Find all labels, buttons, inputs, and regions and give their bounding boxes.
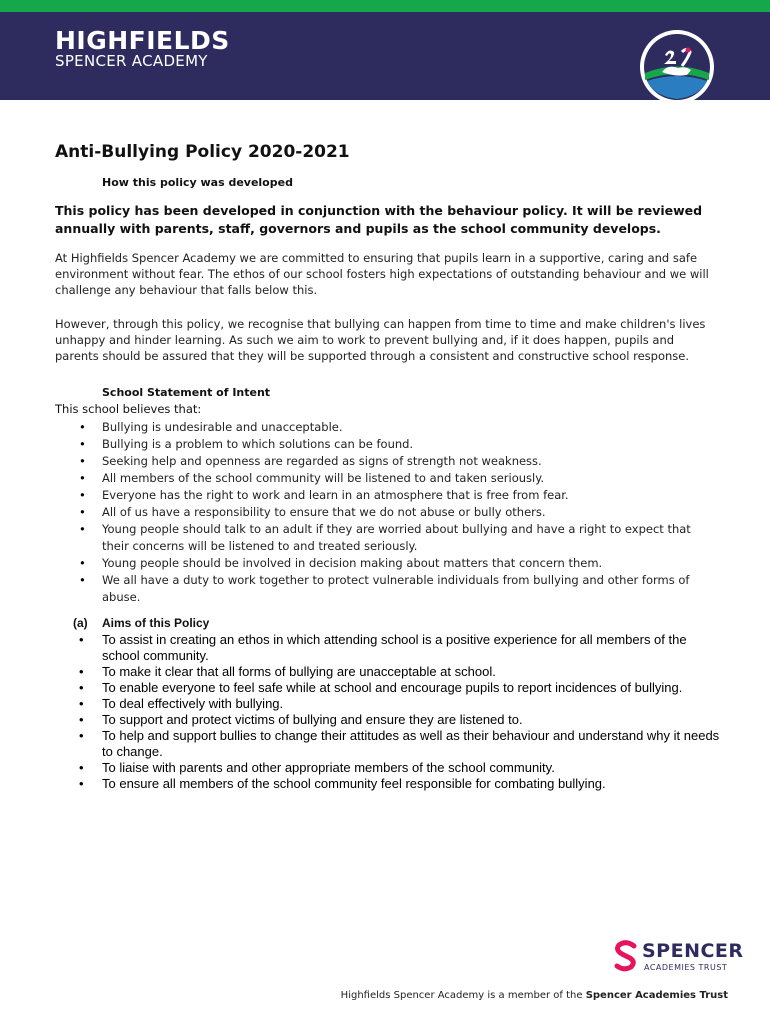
spencer-s-icon — [614, 940, 638, 972]
section-subtitle: How this policy was developed — [102, 176, 293, 189]
aims-item: • To ensure all members of the school community feel responsible for combating bullying. — [55, 776, 720, 792]
intent-item: • Seeking help and openness are regarded as signs of strength not weakness. — [55, 453, 720, 470]
document-body — [55, 140, 720, 792]
commitment-paragraph: At Highfields Spencer Academy we are committed to ensuring that pupils learn in a supportive, caring and safe environment without fear. The ethos of our school fosters high expectations of outstanding behaviour and we will challenge any behaviour that falls below this. — [55, 251, 709, 297]
aims-list — [55, 632, 720, 792]
spencer-trust-logo — [614, 940, 744, 974]
lead-paragraph: This policy has been developed in conjunction with the behaviour policy. It will be reviewed annually with parents, staff, governors and pupils as the school community develops. — [55, 203, 703, 236]
footer-text: Highfields Spencer Academy is a member of the — [340, 990, 586, 1001]
swan-crest-logo — [638, 28, 716, 106]
aims-item: • To deal effectively with bullying. — [55, 696, 720, 712]
aims-label: (a) — [73, 616, 88, 630]
page-title: Anti-Bullying Policy 2020-2021 — [55, 142, 350, 162]
intent-item: • We all have a duty to work together to protect vulnerable individuals from bullying and other forms of abuse. — [55, 572, 720, 606]
intent-intro: This school believes that: — [55, 402, 202, 416]
footer-trust-bold: Spencer Academies Trust — [585, 990, 728, 1001]
intent-heading: School Statement of Intent — [102, 386, 271, 399]
aims-item: • To make it clear that all forms of bullying are unacceptable at school. — [55, 664, 720, 680]
intent-list — [55, 419, 720, 606]
aims-item: • To enable everyone to feel safe while at school and encourage pupils to report incidences of bullying. — [55, 680, 720, 696]
trust-subname: ACADEMIES TRUST — [644, 963, 728, 972]
recognition-paragraph: However, through this policy, we recognise that bullying can happen from time to time and make children's lives unhappy and hinder learning. As such we aim to work to prevent bullying and, if it does happen, pupils and parents should be assured that they will be supported through a consistent and constructive school response. — [55, 317, 706, 363]
aims-item: • To help and support bullies to change their attitudes as well as their behaviour and understand why it needs to change. — [55, 728, 720, 760]
intent-item: • Young people should talk to an adult if they are worried about bullying and have a right to expect that their concerns will be listened to and treated seriously. — [55, 521, 720, 555]
aims-item: • To support and protect victims of bullying and ensure they are listened to. — [55, 712, 720, 728]
footer-membership-line — [341, 990, 728, 1001]
brand-subname: SPENCER ACADEMY — [55, 52, 208, 70]
aims-item: • To assist in creating an ethos in which attending school is a positive experience for all members of the school community. — [55, 632, 720, 664]
aims-title: Aims of this Policy — [102, 616, 210, 630]
intent-item: • All members of the school community will be listened to and taken seriously. — [55, 470, 720, 487]
brand-name: HIGHFIELDS — [55, 26, 230, 55]
aims-heading — [73, 616, 720, 631]
trust-name: SPENCER — [642, 940, 744, 962]
top-accent-bar — [0, 0, 770, 12]
aims-item: • To liaise with parents and other appropriate members of the school community. — [55, 760, 720, 776]
intent-item: • Young people should be involved in decision making about matters that concern them. — [55, 555, 720, 572]
intent-item: • Everyone has the right to work and learn in an atmosphere that is free from fear. — [55, 487, 720, 504]
intent-item: • Bullying is a problem to which solutions can be found. — [55, 436, 720, 453]
intent-item: • Bullying is undesirable and unacceptable. — [55, 419, 720, 436]
intent-item: • All of us have a responsibility to ensure that we do not abuse or bully others. — [55, 504, 720, 521]
